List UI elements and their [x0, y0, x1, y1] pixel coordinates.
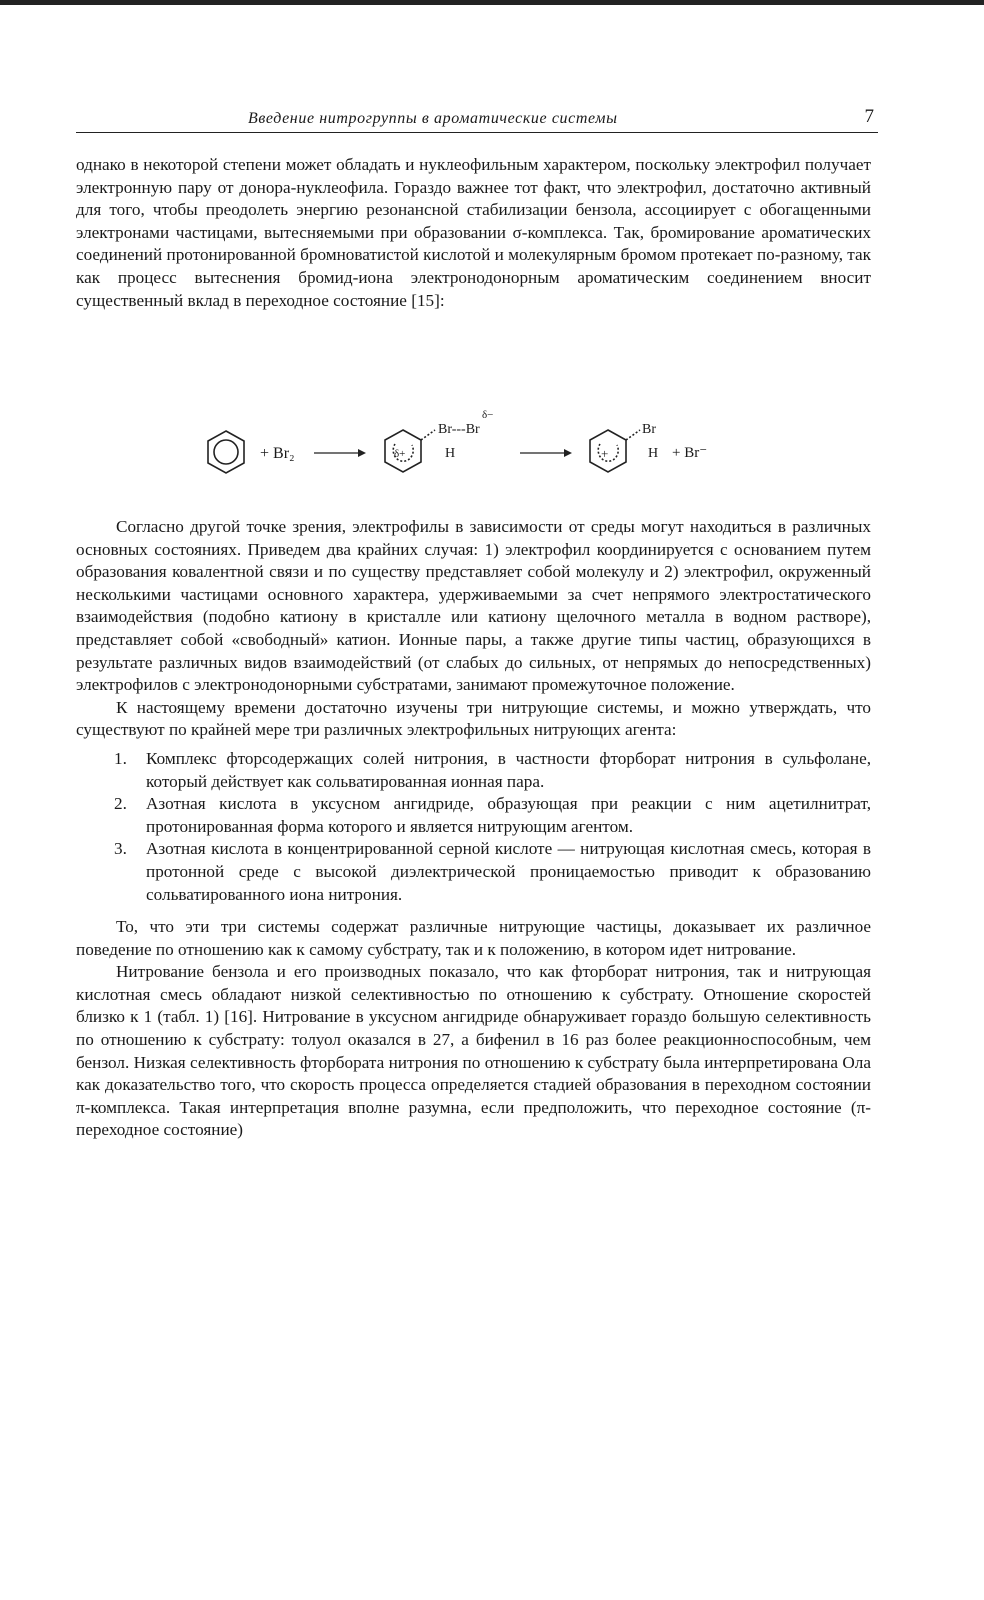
- delta-plus-label: δ+: [394, 448, 406, 460]
- paragraph-2: Согласно другой точке зрения, электрофилы в зависимости от среды могут находиться в различных основных состояниях. Приведем два крайних случая: 1) электрофил координируется с основанием путем образования ковалентной связи и по существу представляет собой молекулу и 2) электрофил, окруженный несколькими частицами основного характера, удерживаемыми за счет непрямого электростатического взаимодействия (подобно катиону в кристалле или катиону щелочного металла в водном растворе), представляет собой «свободный» катион. Ионные пары, а также другие типы частиц, образующихся в результате различных видов взаимодействий (от слабых до сильных, от непрямых до непосредственных) электрофилов с электронодонорными субстратами, занимают промежуточное положение.: [76, 517, 871, 695]
- benzene-ring: [208, 431, 244, 473]
- reaction-arrow-2: [520, 449, 572, 457]
- running-header: [76, 106, 878, 133]
- paragraph-1: [76, 154, 871, 312]
- positive-charge-label: +: [601, 446, 609, 461]
- paragraph-4: То, что эти три системы содержат различные нитрующие частицы, доказывает их различное поведение по отношению как к самому субстрату, так и к положению, в котором идет нитрование.: [76, 917, 871, 959]
- complex-2-hydrogen: H: [648, 446, 659, 461]
- bromination-scheme: [190, 405, 790, 505]
- main-body: [76, 516, 871, 1142]
- list-item: 2. Азотная кислота в уксусном ангидриде, образующая при реакции с ним ацетилнитрат, протонированная форма которого и является нитрующим агентом.: [114, 794, 871, 836]
- paragraph-5: Нитрование бензола и его производных показало, что как фторборат нитрония, так и нитрующая кислотная смесь обладают низкой селективностью по отношению к субстрату. Отношение скоростей близко к 1 (табл. 1) [16]. Нитрование в уксусном ангидриде обнаруживает гораздо большую селективность по отношению к субстрату: толуол оказался в 27, а бифенил в 16 раз более реакционноспособным, чем бензол. Низкая селективность фторбората нитрония по отношению к субстрату была интерпретирована Ола как доказательство того, что скорость процесса определяется стадией образования в переходном состоянии π-комплекса. Такая интерпретация вполне разумна, если предположить, что переходное состояние (π-переходное состояние): [76, 962, 871, 1140]
- pi-complex-ring: [385, 430, 435, 472]
- sigma-complex-ring: [590, 430, 640, 472]
- complex-1-hydrogen: H: [445, 446, 456, 461]
- reagent-br2: + Br₂: [260, 445, 295, 462]
- reaction-arrow-1: [314, 449, 366, 457]
- paragraph-1-text: однако в некоторой степени может обладать и нуклеофильным характером, поскольку электрофил получает электронную пару от донора-нуклеофила. Гораздо важнее тот факт, что электрофил, достаточно активный для того, чтобы преодолеть энергию резонансной стабилизации бензола, ассоциирует с обогащенными электронами частицами, вытесняемыми при образовании σ-комплекса. Так, бромирование ароматических соединений протонированной бромноватистой кислотой и молекулярным бромом протекает по-разному, так как процесс вытеснения бромид-иона электронодонорным ароматическим соединением вносит существенный вклад в переходное состояние [15]:: [76, 155, 871, 310]
- complex-1-bromine: Br---Br: [438, 422, 480, 437]
- list-item: 3. Азотная кислота в концентрированной серной кислоте — нитрующая кислотная смесь, которая в протонной среде с высокой диэлектрической проницаемостью приводит к образованию сольватированного иона нитрония.: [114, 839, 871, 904]
- running-title: Введение нитрогруппы в ароматические системы: [248, 110, 618, 127]
- nitrating-systems-list: [76, 748, 871, 906]
- page-number: 7: [864, 106, 874, 127]
- page-top-edge: [0, 0, 984, 5]
- bromide-product: + Br⁻: [672, 445, 708, 461]
- list-item: 1. Комплекс фторсодержащих солей нитрония, в частности фторборат нитрония в сульфолане, который действует как сольватированная ионная пара.: [114, 748, 871, 791]
- paragraph-3: К настоящему времени достаточно изучены три нитрующие системы, и можно утверждать, что существуют по крайней мере три различных электрофильных нитрующих агента:: [76, 697, 871, 740]
- complex-2-bromine: Br: [642, 422, 656, 437]
- delta-minus-label: δ−: [482, 409, 494, 421]
